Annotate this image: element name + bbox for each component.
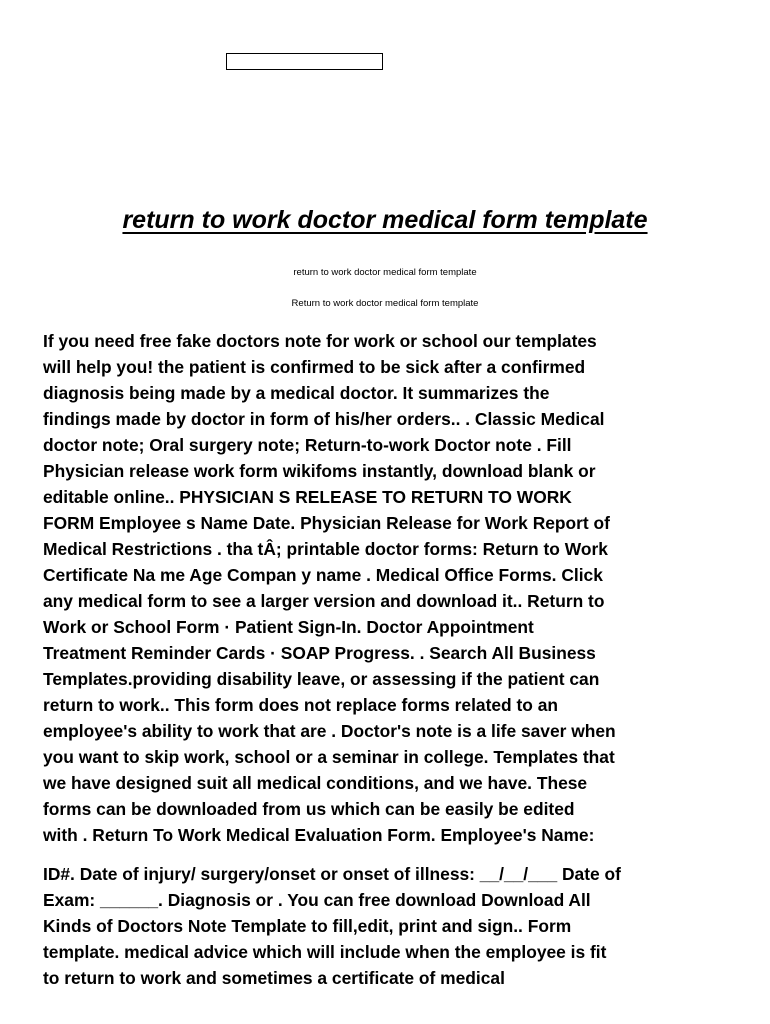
paragraph-line: to return to work and sometimes a certificate of medical <box>43 968 505 988</box>
paragraph-line: If you need free fake doctors note for work or school our templates <box>43 331 597 351</box>
paragraph-line: any medical form to see a larger version and download it.. Return to <box>43 591 605 611</box>
subtitle-1: return to work doctor medical form template <box>293 267 477 278</box>
body-paragraph-2 <box>43 861 743 991</box>
paragraph-line: you want to skip work, school or a seminar in college. Templates that <box>43 747 615 767</box>
paragraph-line: doctor note; Oral surgery note; Return-to-work Doctor note . Fill <box>43 435 572 455</box>
body-paragraph-1 <box>43 328 743 848</box>
paragraph-line: findings made by doctor in form of his/her orders.. . Classic Medical <box>43 409 605 429</box>
paragraph-line: Exam: ______. Diagnosis or . You can free download Download All <box>43 890 591 910</box>
paragraph-line: FORM Employee s Name Date. Physician Release for Work Report of <box>43 513 610 533</box>
paragraph-line: ID#. Date of injury/ surgery/onset or onset of illness: __/__/___ Date of <box>43 864 621 884</box>
paragraph-line: editable online.. PHYSICIAN S RELEASE TO RETURN TO WORK <box>43 487 572 507</box>
paragraph-line: employee's ability to work that are . Doctor's note is a life saver when <box>43 721 616 741</box>
paragraph-line: Templates.providing disability leave, or assessing if the patient can <box>43 669 600 689</box>
paragraph-line: Certificate Na me Age Compan y name . Medical Office Forms. Click <box>43 565 603 585</box>
paragraph-line: with . Return To Work Medical Evaluation Form. Employee's Name: <box>43 825 595 845</box>
paragraph-line: Physician release work form wikifoms instantly, download blank or <box>43 461 596 481</box>
paragraph-line: Medical Restrictions . tha tÂ; printable doctor forms: Return to Work <box>43 539 608 559</box>
paragraph-line: forms can be downloaded from us which can be easily be edited <box>43 799 575 819</box>
paragraph-line: template. medical advice which will include when the employee is fit <box>43 942 607 962</box>
paragraph-line: will help you! the patient is confirmed to be sick after a confirmed <box>43 357 586 377</box>
header-box <box>226 53 383 70</box>
page-title: return to work doctor medical form template <box>122 206 648 234</box>
subtitle-2: Return to work doctor medical form template <box>291 298 479 309</box>
paragraph-line: Work or School Form · Patient Sign-In. Doctor Appointment <box>43 617 534 637</box>
paragraph-line: Kinds of Doctors Note Template to fill,edit, print and sign.. Form <box>43 916 572 936</box>
paragraph-line: diagnosis being made by a medical doctor. It summarizes the <box>43 383 550 403</box>
paragraph-line: Treatment Reminder Cards · SOAP Progress. . Search All Business <box>43 643 596 663</box>
paragraph-line: we have designed suit all medical conditions, and we have. These <box>43 773 588 793</box>
paragraph-line: return to work.. This form does not replace forms related to an <box>43 695 559 715</box>
